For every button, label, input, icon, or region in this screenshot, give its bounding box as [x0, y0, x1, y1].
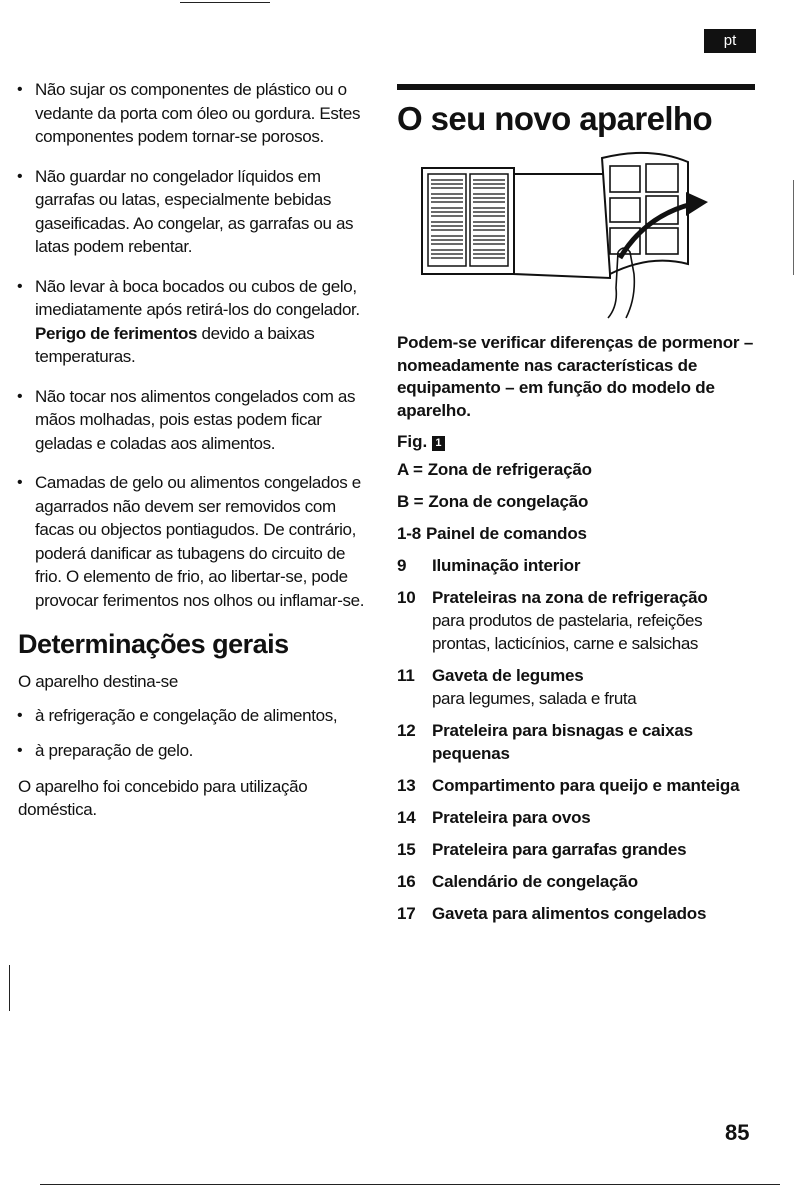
- legend-body: [428, 490, 759, 513]
- fig-label: Fig.: [397, 432, 428, 451]
- fold-out-page: [602, 153, 688, 274]
- legend-key: B =: [397, 492, 424, 511]
- legend-key: 13: [397, 776, 416, 795]
- legend-label: Gaveta para alimentos congelados: [432, 904, 707, 923]
- legend-label: Calendário de congelação: [432, 872, 638, 891]
- fold-out-page-illustration: [420, 148, 720, 324]
- legend-item: [397, 870, 759, 893]
- legend-body: [432, 719, 759, 765]
- purpose-intro: O aparelho destina-se: [18, 672, 178, 691]
- fig-number-badge: 1: [432, 436, 445, 451]
- legend-item: [397, 458, 759, 481]
- legend-item: [397, 902, 759, 925]
- legend-body: [428, 458, 759, 481]
- bullet-text: devido a baixas temperaturas.: [35, 323, 315, 366]
- legend-body: [426, 522, 759, 545]
- book-middle-page: [514, 174, 610, 278]
- bullet-text: Não levar à boca bocados ou cubos de gelo, imediatamente após retirá-los do congelador.: [35, 276, 360, 319]
- legend-body: [432, 664, 759, 710]
- legend-key: 15: [397, 840, 416, 859]
- legend-label: Gaveta de legumes: [432, 666, 584, 685]
- warning-emphasis: Perigo de ferimentos: [35, 323, 198, 343]
- bullet-item-liquids: • Não guardar no congelador líquidos em garrafas ou latas, especialmente bebidas gaseificadas. Ao congelar, as garrafas ou as latas podem rebentar.: [18, 165, 370, 259]
- variation-note: Podem-se verificar diferenças de pormenor – nomeadamente nas características de equipamento – em função do modelo de aparelho.: [397, 333, 754, 420]
- legend-description: para legumes, salada e fruta: [432, 689, 637, 708]
- legend-item: [397, 806, 759, 829]
- legend-label: Prateleira para bisnagas e caixas pequenas: [432, 721, 693, 763]
- legend-label: Prateleira para garrafas grandes: [432, 840, 687, 859]
- legend-item: [397, 774, 759, 797]
- arrow-head-icon: [686, 192, 708, 216]
- legend-item: [397, 490, 759, 513]
- legend-label: Zona de refrigeração: [427, 460, 592, 479]
- title-rule: [397, 84, 755, 90]
- legend-item: [397, 664, 759, 710]
- legend-key: 17: [397, 904, 416, 923]
- legend-label: Zona de congelação: [428, 492, 589, 511]
- right-column: [397, 332, 759, 934]
- legend-body: [432, 774, 759, 797]
- component-legend: [397, 458, 759, 925]
- bottom-scan-line: [40, 1184, 780, 1185]
- figure-reference: [397, 430, 759, 454]
- purpose-bullet-list: [18, 704, 370, 763]
- legend-item: [397, 719, 759, 765]
- bullet-item-ice: [18, 275, 370, 369]
- legend-label: Painel de comandos: [425, 524, 587, 543]
- legend-body: [432, 902, 759, 925]
- legend-label: Compartimento para queijo e manteiga: [432, 776, 740, 795]
- section-title: Determinações gerais: [18, 629, 289, 659]
- legend-body: [432, 586, 759, 655]
- legend-key: 11: [397, 666, 415, 685]
- legend-item: [397, 522, 759, 545]
- legend-body: [432, 838, 759, 861]
- legend-description: para produtos de pastelaria, refeições prontas, lacticínios, carne e salsichas: [432, 611, 703, 653]
- legend-label: Prateleiras na zona de refrigeração: [432, 588, 708, 607]
- language-badge: pt: [704, 29, 756, 53]
- legend-key: 10: [397, 588, 416, 607]
- right-margin-line: [793, 180, 794, 275]
- legend-key: 1-8: [397, 524, 421, 543]
- bullet-item-ice-making: • à preparação de gelo.: [18, 739, 370, 763]
- legend-key: 12: [397, 721, 416, 740]
- legend-key: 9: [397, 556, 407, 575]
- top-scan-line: [180, 2, 270, 3]
- legend-item: [397, 838, 759, 861]
- safety-bullet-list: [18, 78, 370, 612]
- legend-item: [397, 586, 759, 655]
- legend-key: 16: [397, 872, 416, 891]
- legend-body: [432, 806, 759, 829]
- page-title: O seu novo aparelho: [397, 100, 713, 137]
- legend-item: [397, 554, 759, 577]
- domestic-use-note: O aparelho foi concebido para utilização doméstica.: [18, 776, 308, 819]
- legend-body: [432, 870, 759, 893]
- legend-key: A =: [397, 460, 423, 479]
- legend-label: Prateleira para ovos: [432, 808, 591, 827]
- bullet-item-wet-hands: • Não tocar nos alimentos congelados com as mãos molhadas, pois estas podem ficar geladas e coladas aos alimentos.: [18, 385, 370, 456]
- legend-label: Iluminação interior: [432, 556, 581, 575]
- bullet-item-plastic: • Não sujar os componentes de plástico ou o vedante da porta com óleo ou gordura. Estes componentes podem tornar-se porosos.: [18, 78, 370, 149]
- legend-body: [432, 554, 759, 577]
- left-margin-line: [9, 965, 10, 1011]
- bullet-item-ice-layers: • Camadas de gelo ou alimentos congelados e agarrados não devem ser removidos com facas ou objectos pontiagudos. De contrário, poderá danificar as tubagens do circuito de frio. O elemento de frio, ao libertar-se, pode provocar ferimentos nos olhos ou inflamar-se.: [18, 471, 370, 612]
- page-number: 85: [725, 1120, 750, 1145]
- left-column: [18, 78, 370, 832]
- bullet-item-refrigeration: • à refrigeração e congelação de alimentos,: [18, 704, 370, 728]
- legend-key: 14: [397, 808, 416, 827]
